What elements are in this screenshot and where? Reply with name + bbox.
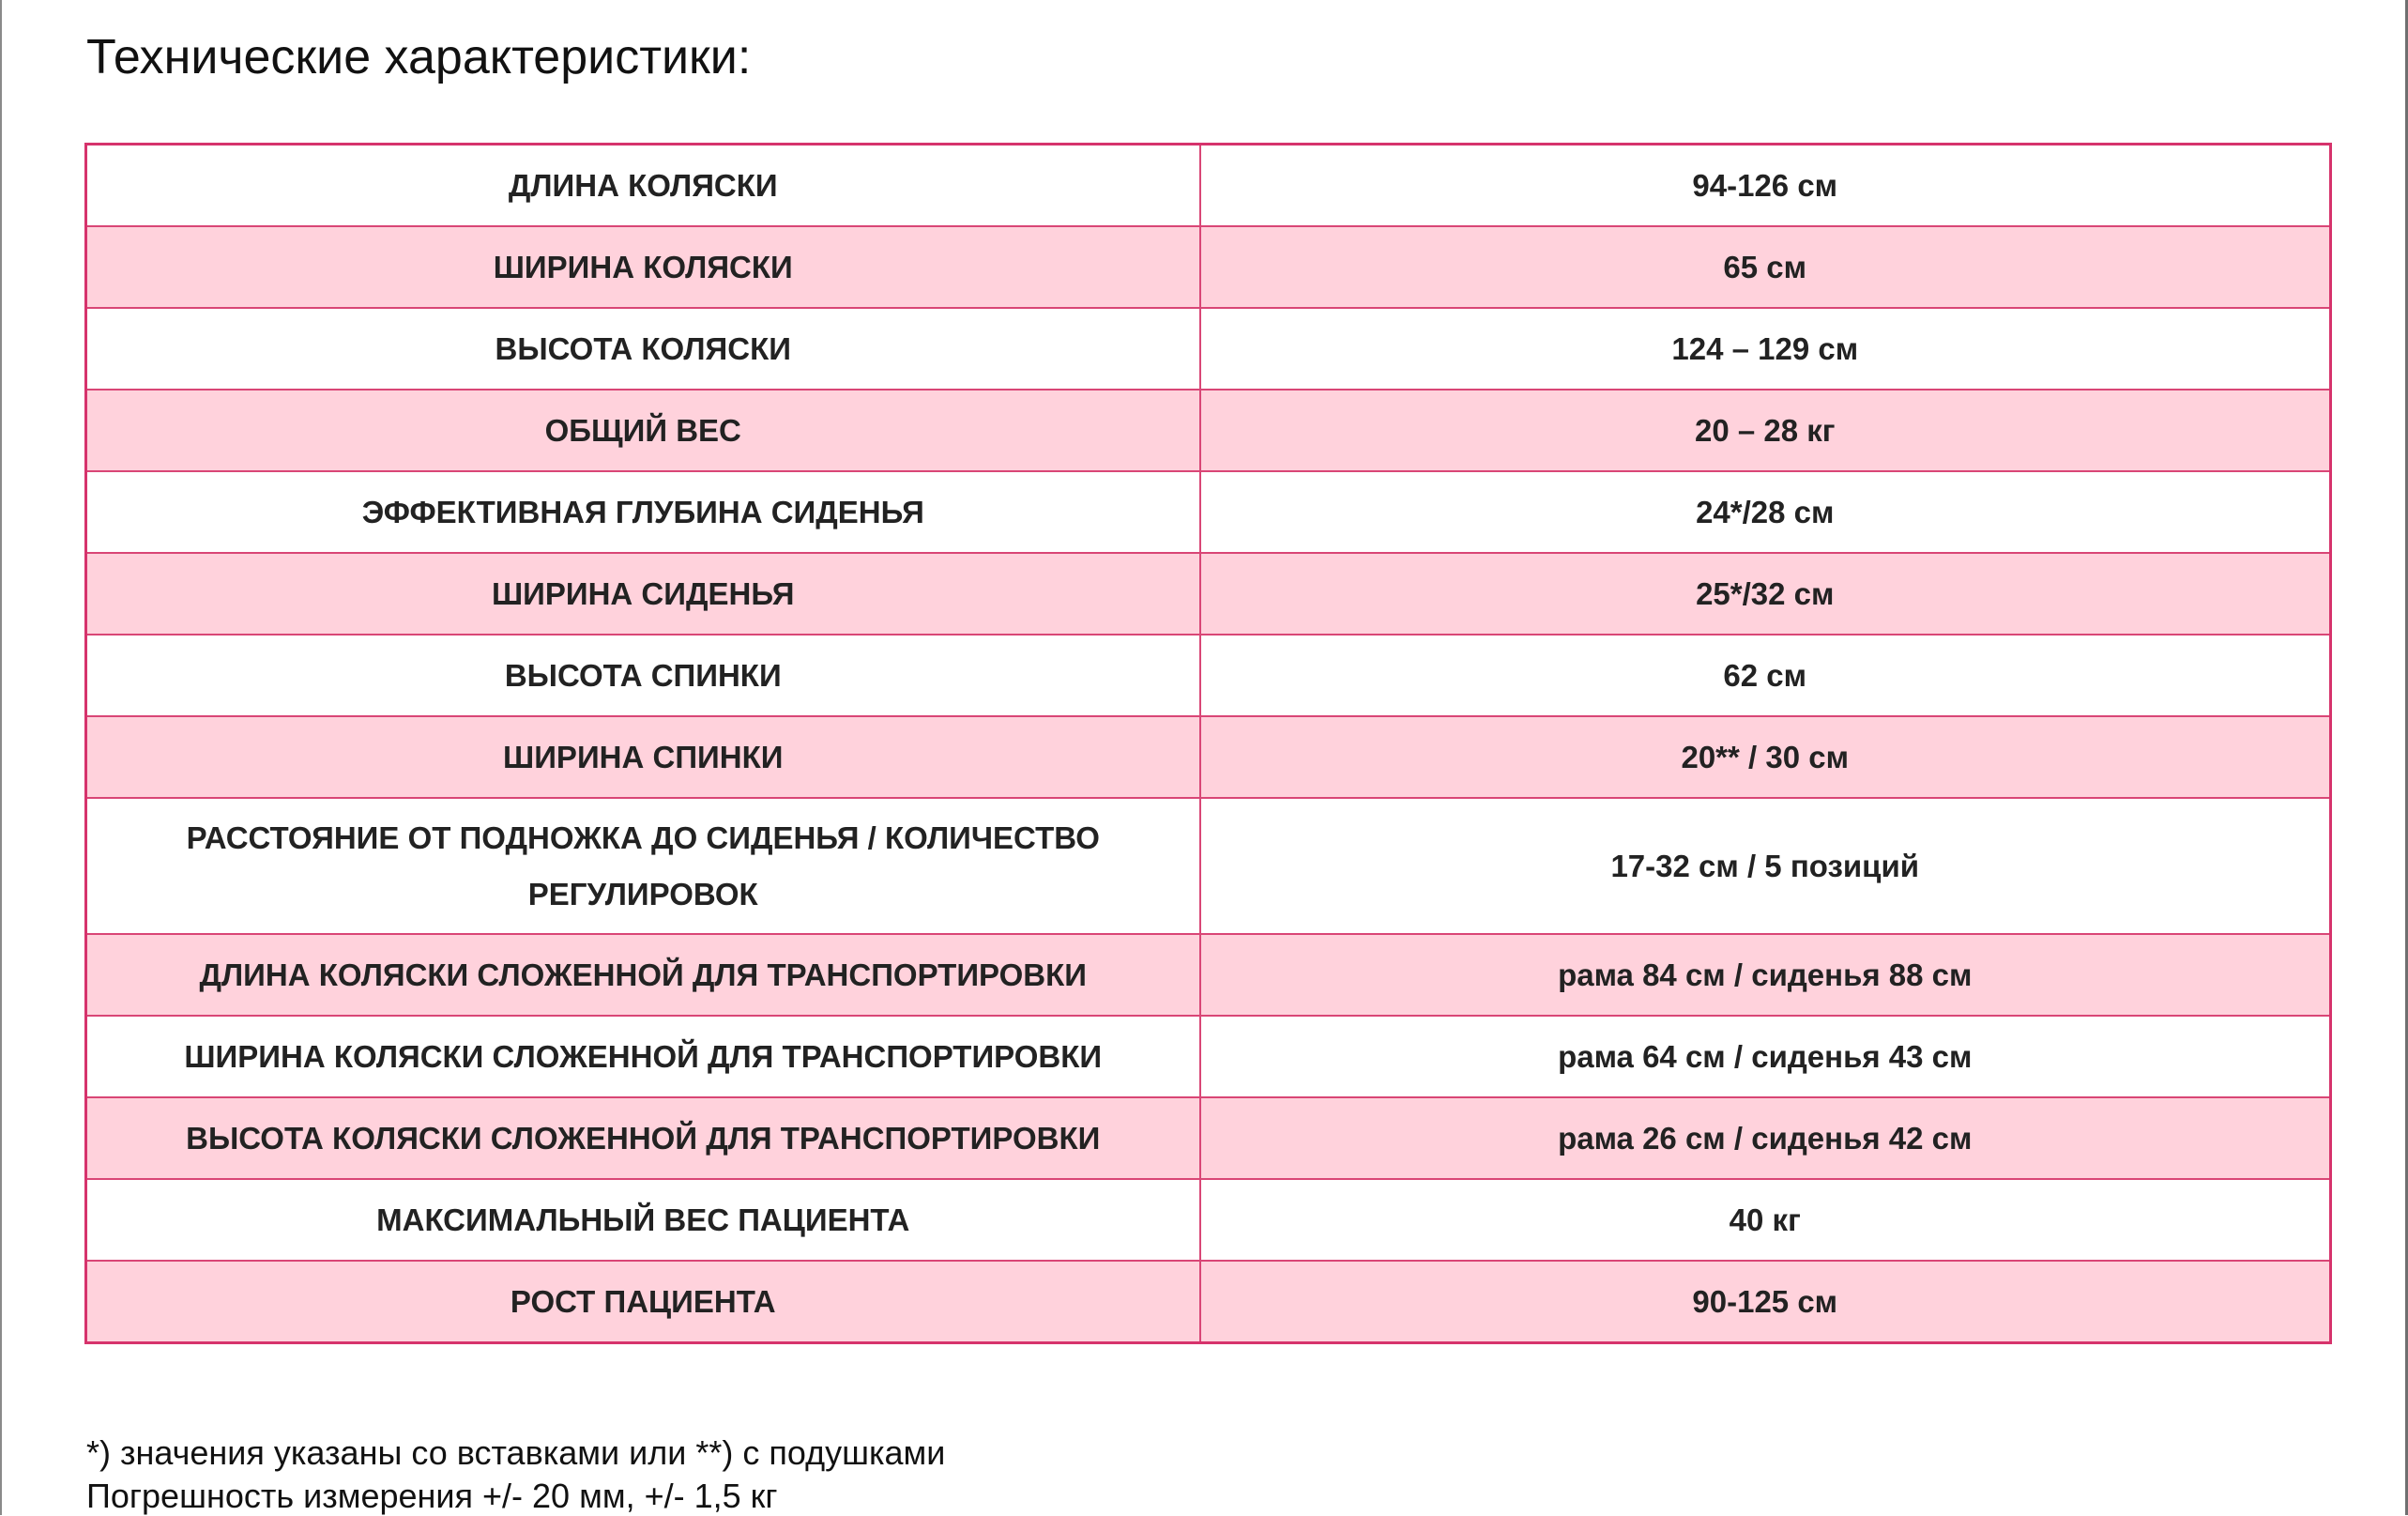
spec-value: 65 см	[1200, 226, 2331, 308]
spec-param: ДЛИНА КОЛЯСКИ	[86, 145, 1200, 227]
spec-value: рама 64 см / сиденья 43 см	[1200, 1016, 2331, 1097]
table-row	[86, 553, 2331, 635]
table-row	[86, 1261, 2331, 1343]
spec-value: 40 кг	[1200, 1179, 2331, 1261]
spec-value: 25*/32 см	[1200, 553, 2331, 635]
table-row	[86, 308, 2331, 390]
spec-param: ШИРИНА КОЛЯСКИ	[86, 226, 1200, 308]
specs-table	[84, 143, 2332, 1344]
spec-param: РАССТОЯНИЕ ОТ ПОДНОЖКА ДО СИДЕНЬЯ / КОЛИЧЕСТВО РЕГУЛИРОВОК	[86, 798, 1200, 934]
spec-value: 20** / 30 см	[1200, 716, 2331, 798]
spec-param: РОСТ ПАЦИЕНТА	[86, 1261, 1200, 1343]
spec-value: рама 26 см / сиденья 42 см	[1200, 1097, 2331, 1179]
spec-param: ШИРИНА СПИНКИ	[86, 716, 1200, 798]
spec-param: ВЫСОТА КОЛЯСКИ	[86, 308, 1200, 390]
spec-value: 17-32 см / 5 позиций	[1200, 798, 2331, 934]
spec-param: ДЛИНА КОЛЯСКИ СЛОЖЕННОЙ ДЛЯ ТРАНСПОРТИРОВКИ	[86, 934, 1200, 1016]
spec-value: 62 см	[1200, 635, 2331, 716]
spec-param: ОБЩИЙ ВЕС	[86, 390, 1200, 471]
spec-param: МАКСИМАЛЬНЫЙ ВЕС ПАЦИЕНТА	[86, 1179, 1200, 1261]
table-row	[86, 1097, 2331, 1179]
table-row	[86, 798, 2331, 934]
table-row	[86, 1179, 2331, 1261]
spec-value: 90-125 см	[1200, 1261, 2331, 1343]
spec-param: ВЫСОТА КОЛЯСКИ СЛОЖЕННОЙ ДЛЯ ТРАНСПОРТИРОВКИ	[86, 1097, 1200, 1179]
spec-param: ВЫСОТА СПИНКИ	[86, 635, 1200, 716]
page-frame-left	[0, 0, 2, 1515]
spec-param: ШИРИНА СИДЕНЬЯ	[86, 553, 1200, 635]
table-row	[86, 934, 2331, 1016]
table-row	[86, 390, 2331, 471]
table-row	[86, 145, 2331, 227]
table-row	[86, 716, 2331, 798]
spec-param: ШИРИНА КОЛЯСКИ СЛОЖЕННОЙ ДЛЯ ТРАНСПОРТИРОВКИ	[86, 1016, 1200, 1097]
page-title: Технические характеристики:	[86, 30, 752, 84]
table-row	[86, 471, 2331, 553]
spec-value: рама 84 см / сиденья 88 см	[1200, 934, 2331, 1016]
spec-value: 24*/28 см	[1200, 471, 2331, 553]
spec-param: ЭФФЕКТИВНАЯ ГЛУБИНА СИДЕНЬЯ	[86, 471, 1200, 553]
table-row	[86, 226, 2331, 308]
footnote-tolerance: Погрешность измерения +/- 20 мм, +/- 1,5 кг	[86, 1477, 778, 1515]
spec-value: 124 – 129 см	[1200, 308, 2331, 390]
specs-table-body	[86, 145, 2331, 1343]
table-row	[86, 635, 2331, 716]
spec-value: 20 – 28 кг	[1200, 390, 2331, 471]
table-row	[86, 1016, 2331, 1097]
footnote-inserts: *) значения указаны со вставками или **) с подушками	[86, 1433, 946, 1472]
spec-value: 94-126 см	[1200, 145, 2331, 227]
